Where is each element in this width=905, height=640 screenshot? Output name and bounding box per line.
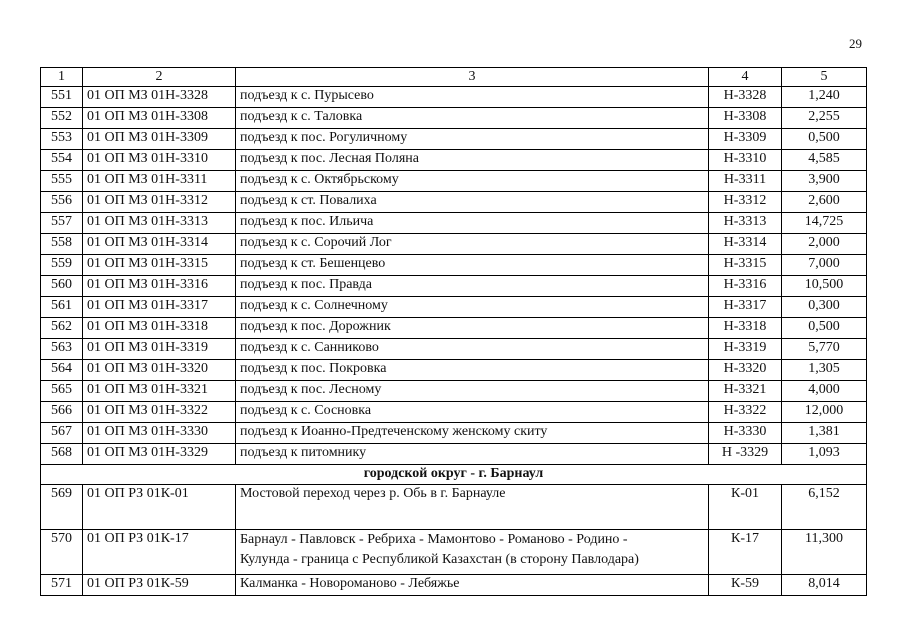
table-row <box>41 485 867 530</box>
table-row <box>41 402 867 423</box>
road-index: Н-3308 <box>709 108 782 129</box>
road-name: подъезд к с. Солнечному <box>236 297 709 318</box>
road-name: подъезд к с. Сорочий Лог <box>236 234 709 255</box>
road-code: 01 ОП МЗ 01Н-3329 <box>83 444 236 465</box>
road-length: 14,725 <box>782 213 867 234</box>
road-name: подъезд к с. Санниково <box>236 339 709 360</box>
table-row <box>41 171 867 192</box>
road-name: подъезд к пос. Дорожник <box>236 318 709 339</box>
road-code: 01 ОП МЗ 01Н-3330 <box>83 423 236 444</box>
row-number: 553 <box>41 129 83 150</box>
row-number: 564 <box>41 360 83 381</box>
road-length: 4,000 <box>782 381 867 402</box>
road-index: Н-3309 <box>709 129 782 150</box>
road-name: подъезд к пос. Правда <box>236 276 709 297</box>
road-code: 01 ОП МЗ 01Н-3322 <box>83 402 236 423</box>
road-index: К-59 <box>709 575 782 596</box>
road-length: 12,000 <box>782 402 867 423</box>
road-code: 01 ОП МЗ 01Н-3312 <box>83 192 236 213</box>
header-col-4: 4 <box>709 68 782 87</box>
road-length: 0,300 <box>782 297 867 318</box>
row-number: 560 <box>41 276 83 297</box>
section-title: городской округ - г. Барнаул <box>41 465 867 485</box>
road-code: 01 ОП МЗ 01Н-3308 <box>83 108 236 129</box>
road-index: Н-3313 <box>709 213 782 234</box>
table-row <box>41 129 867 150</box>
table-row <box>41 213 867 234</box>
row-number: 566 <box>41 402 83 423</box>
table-row <box>41 423 867 444</box>
row-number: 568 <box>41 444 83 465</box>
road-name: подъезд к пос. Ильича <box>236 213 709 234</box>
road-name: подъезд к пос. Рогуличному <box>236 129 709 150</box>
road-length: 0,500 <box>782 129 867 150</box>
table-row <box>41 339 867 360</box>
road-code: 01 ОП МЗ 01Н-3320 <box>83 360 236 381</box>
road-name: подъезд к пос. Покровка <box>236 360 709 381</box>
road-index: Н-3319 <box>709 339 782 360</box>
header-col-2: 2 <box>83 68 236 87</box>
road-code: 01 ОП МЗ 01Н-3310 <box>83 150 236 171</box>
table-row <box>41 108 867 129</box>
page-number: 29 <box>849 36 862 51</box>
road-code: 01 ОП РЗ 01К-17 <box>83 530 236 575</box>
table-row <box>41 318 867 339</box>
road-length: 4,585 <box>782 150 867 171</box>
road-name: подъезд к с. Сосновка <box>236 402 709 423</box>
table-row <box>41 255 867 276</box>
road-code: 01 ОП РЗ 01К-59 <box>83 575 236 596</box>
row-number: 559 <box>41 255 83 276</box>
road-code: 01 ОП МЗ 01Н-3321 <box>83 381 236 402</box>
road-index: К-01 <box>709 485 782 530</box>
road-index: Н-3314 <box>709 234 782 255</box>
header-col-5: 5 <box>782 68 867 87</box>
table-row <box>41 530 867 575</box>
row-number: 561 <box>41 297 83 318</box>
road-code: 01 ОП РЗ 01К-01 <box>83 485 236 530</box>
road-code: 01 ОП МЗ 01Н-3313 <box>83 213 236 234</box>
row-number: 556 <box>41 192 83 213</box>
road-name: подъезд к пос. Лесному <box>236 381 709 402</box>
row-number: 562 <box>41 318 83 339</box>
road-name: подъезд к с. Пурысево <box>236 87 709 108</box>
table-row <box>41 575 867 596</box>
road-code: 01 ОП МЗ 01Н-3319 <box>83 339 236 360</box>
road-length: 3,900 <box>782 171 867 192</box>
road-index: Н-3317 <box>709 297 782 318</box>
table-row <box>41 150 867 171</box>
table-row <box>41 444 867 465</box>
road-length: 2,600 <box>782 192 867 213</box>
road-code: 01 ОП МЗ 01Н-3311 <box>83 171 236 192</box>
road-index: Н-3316 <box>709 276 782 297</box>
road-name: подъезд к с. Октябрьскому <box>236 171 709 192</box>
road-code: 01 ОП МЗ 01Н-3317 <box>83 297 236 318</box>
road-length: 2,000 <box>782 234 867 255</box>
road-index: Н-3311 <box>709 171 782 192</box>
road-name: подъезд к Иоанно-Предтеченскому женскому скиту <box>236 423 709 444</box>
road-length: 1,305 <box>782 360 867 381</box>
road-length: 6,152 <box>782 485 867 530</box>
road-index: Н-3321 <box>709 381 782 402</box>
road-index: Н-3315 <box>709 255 782 276</box>
row-number: 563 <box>41 339 83 360</box>
road-index: Н-3312 <box>709 192 782 213</box>
row-number: 570 <box>41 530 83 575</box>
header-col-1: 1 <box>41 68 83 87</box>
row-number: 571 <box>41 575 83 596</box>
row-number: 565 <box>41 381 83 402</box>
table-row <box>41 297 867 318</box>
road-code: 01 ОП МЗ 01Н-3309 <box>83 129 236 150</box>
road-length: 8,014 <box>782 575 867 596</box>
road-code: 01 ОП МЗ 01Н-3314 <box>83 234 236 255</box>
row-number: 555 <box>41 171 83 192</box>
row-number: 557 <box>41 213 83 234</box>
road-length: 7,000 <box>782 255 867 276</box>
road-name: подъезд к питомнику <box>236 444 709 465</box>
row-number: 567 <box>41 423 83 444</box>
road-code: 01 ОП МЗ 01Н-3318 <box>83 318 236 339</box>
road-index: Н-3330 <box>709 423 782 444</box>
row-number: 554 <box>41 150 83 171</box>
road-index: К-17 <box>709 530 782 575</box>
road-code: 01 ОП МЗ 01Н-3316 <box>83 276 236 297</box>
road-name <box>236 530 709 575</box>
table-row <box>41 381 867 402</box>
road-index: Н-3328 <box>709 87 782 108</box>
road-index: Н-3318 <box>709 318 782 339</box>
table-row <box>41 276 867 297</box>
road-length: 2,255 <box>782 108 867 129</box>
road-index: Н-3320 <box>709 360 782 381</box>
table-row <box>41 360 867 381</box>
road-length: 10,500 <box>782 276 867 297</box>
row-number: 552 <box>41 108 83 129</box>
road-name-line-1: Барнаул - Павловск - Ребриха - Мамонтово - Романово - Родино - <box>240 532 628 547</box>
table-row <box>41 192 867 213</box>
table-header-row <box>41 68 867 87</box>
row-number: 551 <box>41 87 83 108</box>
road-code: 01 ОП МЗ 01Н-3328 <box>83 87 236 108</box>
road-name-line-2: Кулунда - граница с Республикой Казахстан (в сторону Павлодара) <box>240 552 639 567</box>
road-length: 0,500 <box>782 318 867 339</box>
header-col-3: 3 <box>236 68 709 87</box>
road-length: 1,093 <box>782 444 867 465</box>
table-row <box>41 87 867 108</box>
row-number: 558 <box>41 234 83 255</box>
road-name: подъезд к ст. Повалиха <box>236 192 709 213</box>
row-number: 569 <box>41 485 83 530</box>
section-header-row <box>41 465 867 485</box>
road-index: Н -3329 <box>709 444 782 465</box>
road-length: 1,381 <box>782 423 867 444</box>
road-name: Калманка - Новороманово - Лебяжье <box>236 575 709 596</box>
road-index: Н-3310 <box>709 150 782 171</box>
road-name: подъезд к ст. Бешенцево <box>236 255 709 276</box>
road-index: Н-3322 <box>709 402 782 423</box>
table-row <box>41 234 867 255</box>
road-code: 01 ОП МЗ 01Н-3315 <box>83 255 236 276</box>
road-name: подъезд к с. Таловка <box>236 108 709 129</box>
road-registry-table <box>40 67 867 596</box>
road-length: 5,770 <box>782 339 867 360</box>
road-name: Мостовой переход через р. Обь в г. Барнауле <box>236 485 709 530</box>
road-length: 11,300 <box>782 530 867 575</box>
road-length: 1,240 <box>782 87 867 108</box>
road-name: подъезд к пос. Лесная Поляна <box>236 150 709 171</box>
